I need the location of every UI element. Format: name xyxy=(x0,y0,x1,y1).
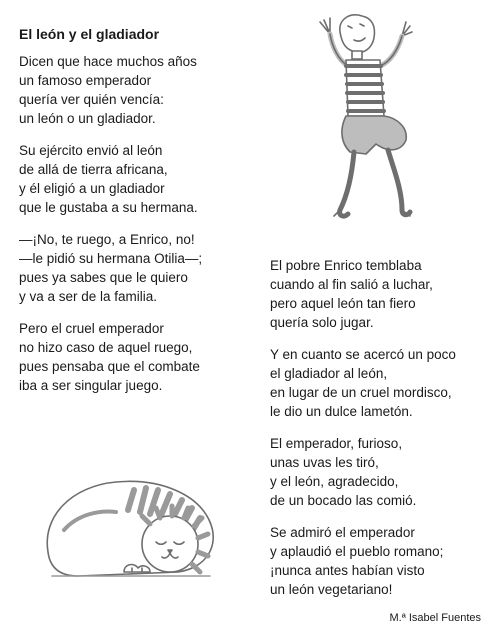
verse-line: cuando al fin salió a luchar, xyxy=(270,277,433,292)
verse-line: y va a ser de la familia. xyxy=(19,289,158,304)
verse-line: y él eligió a un gladiador xyxy=(19,181,165,196)
gladiator-illustration xyxy=(318,4,416,224)
verse-line: ¡nunca antes habían visto xyxy=(270,563,425,578)
verse-line: el gladiador al león, xyxy=(270,366,388,381)
stanza xyxy=(270,256,456,332)
verse-line: Dicen que hace muchos años xyxy=(19,54,197,69)
verse-line: El pobre Enrico temblaba xyxy=(270,258,422,273)
stanza xyxy=(19,141,202,217)
poem-title: El león y el gladiador xyxy=(19,26,160,42)
verse-line: pues ya sabes que le quiero xyxy=(19,270,188,285)
poem-left-column xyxy=(19,52,202,408)
author-credit: M.ª Isabel Fuentes xyxy=(389,612,481,624)
verse-line: le dio un dulce lametón. xyxy=(270,404,413,419)
verse-line: unas uvas les tiró, xyxy=(270,455,379,470)
stanza xyxy=(270,345,456,421)
verse-line: —le pidió su hermana Otilia—; xyxy=(19,251,203,266)
stanza xyxy=(19,230,202,306)
verse-line: El emperador, furioso, xyxy=(270,436,403,451)
verse-line: —¡No, te ruego, a Enrico, no! xyxy=(19,232,195,247)
verse-line: pero aquel león tan fiero xyxy=(270,296,416,311)
verse-line: Y en cuanto se acercó un poco xyxy=(270,347,456,362)
verse-line: iba a ser singular juego. xyxy=(19,378,163,393)
sleeping-lion-illustration xyxy=(38,472,222,584)
verse-line: y el león, agradecido, xyxy=(270,474,399,489)
verse-line: Pero el cruel emperador xyxy=(19,321,164,336)
verse-line: de allá de tierra africana, xyxy=(19,162,168,177)
stanza xyxy=(19,52,202,128)
verse-line: Se admiró el emperador xyxy=(270,525,415,540)
verse-line: en lugar de un cruel mordisco, xyxy=(270,385,452,400)
verse-line: de un bocado las comió. xyxy=(270,493,417,508)
verse-line: y aplaudió el pueblo romano; xyxy=(270,544,444,559)
verse-line: un famoso emperador xyxy=(19,73,152,88)
poem-right-column xyxy=(270,256,456,612)
verse-line: quería ver quién vencía: xyxy=(19,92,164,107)
stanza xyxy=(270,523,456,599)
verse-line: un león vegetariano! xyxy=(270,582,393,597)
verse-line: un león o un gladiador. xyxy=(19,111,156,126)
stanza xyxy=(270,434,456,510)
verse-line: quería solo jugar. xyxy=(270,315,374,330)
verse-line: que le gustaba a su hermana. xyxy=(19,200,198,215)
verse-line: Su ejército envió al león xyxy=(19,143,163,158)
verse-line: no hizo caso de aquel ruego, xyxy=(19,340,193,355)
stanza xyxy=(19,319,202,395)
verse-line: pues pensaba que el combate xyxy=(19,359,200,374)
